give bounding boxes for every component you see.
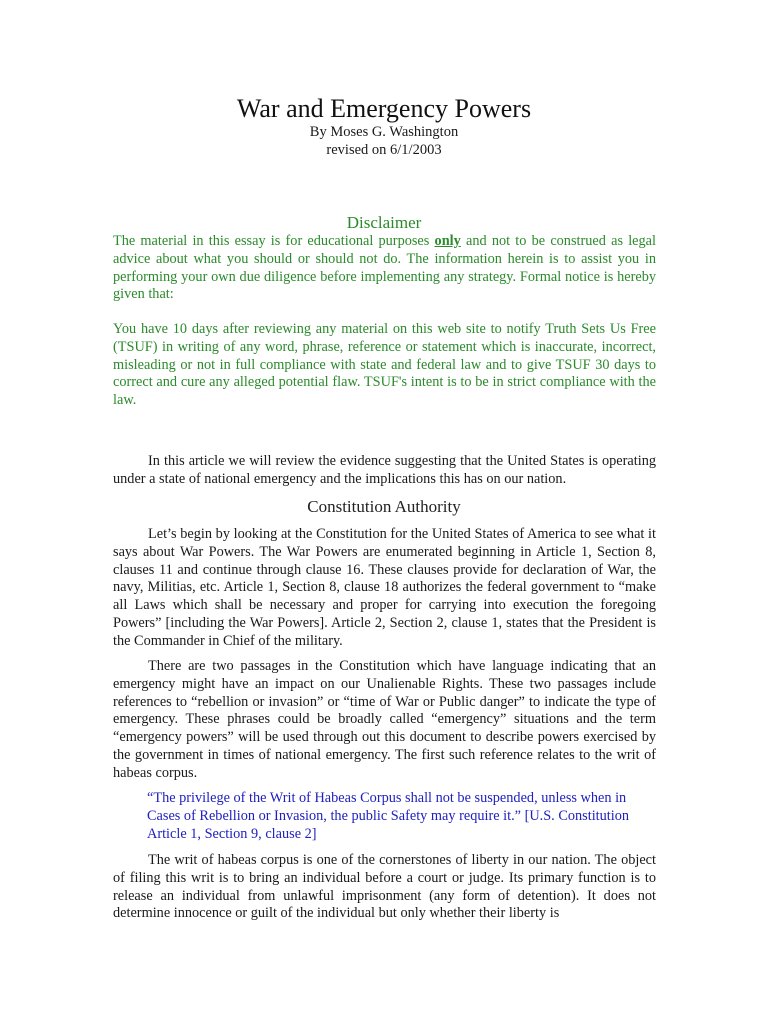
revision-date: revised on 6/1/2003 <box>326 142 442 158</box>
body-paragraph-1: Let’s begin by looking at the Constitution for the United States of America to see what it says about War Powers. The War Powers are enumerated beginning in Article 1, Section 8, clauses 11 and continue through clause 16. These clauses provide for declaration of War, the navy, Militias, etc. Article 1, Section 8, clause 18 authorizes the federal government to “make all Laws which shall be necessary and proper for carrying into execution the foregoing Powers” [including the War Powers]. Article 2, Section 2, clause 1, states that the President is the Commander in Chief of the military. <box>113 526 656 649</box>
body-paragraph-2: There are two passages in the Constitution which have language indicating that an emergency might have an impact on our Unalienable Rights. These two passages include references to “rebellion or invasion” or “time of War or Public danger” to indicate the type of emergency. These phrases could be broadly called “emergency” situations and the term “emergency powers” will be used through out this document to describe powers exercised by the government in times of national emergency. The first such reference relates to the writ of habeas corpus. <box>113 658 656 781</box>
section-heading-constitution-authority: Constitution Authority <box>307 497 461 516</box>
intro-paragraph: In this article we will review the evidence suggesting that the United States is operating under a state of national emergency and the implications this has on our nation. <box>113 453 656 487</box>
page-title: War and Emergency Powers <box>236 94 532 123</box>
disclaimer-paragraph-2: You have 10 days after reviewing any material on this web site to notify Truth Sets Us Free (TSUF) in writing of any word, phrase, reference or statement which is inaccurate, incorrect, misleading or not in full compliance with state and federal law and to give TSUF 30 days to correct and cure any alleged potential flaw. TSUF's intent is to be in strict compliance with the law. <box>113 321 656 409</box>
disclaimer-p1-end: and not to be construed as legal advice about what you should or should not do. The information herein is to assist you in performing your own due diligence before implementing any strategy. Formal notice is hereby given that: <box>113 233 656 303</box>
disclaimer-heading: Disclaimer <box>346 213 422 232</box>
author-byline: By Moses G. Washington <box>309 124 459 140</box>
disclaimer-emphasis-only: only <box>434 233 461 249</box>
body-paragraph-3: The writ of habeas corpus is one of the cornerstones of liberty in our nation. The object of filing this writ is to bring an individual before a court or judge. Its primary function is to release an individual from unlawful imprisonment (any form of detention). It does not determine innocence or guilt of the individual but only whether their liberty is <box>113 852 656 922</box>
disclaimer-p1-start: The material in this essay is for educational purposes <box>113 233 435 249</box>
disclaimer-paragraph-1 <box>113 233 656 304</box>
habeas-corpus-quote: “The privilege of the Writ of Habeas Corpus shall not be suspended, unless when in Cases of Rebellion or Invasion, the public Safety may require it.” [U.S. Constitution Article 1, Section 9, clause 2] <box>147 790 630 842</box>
